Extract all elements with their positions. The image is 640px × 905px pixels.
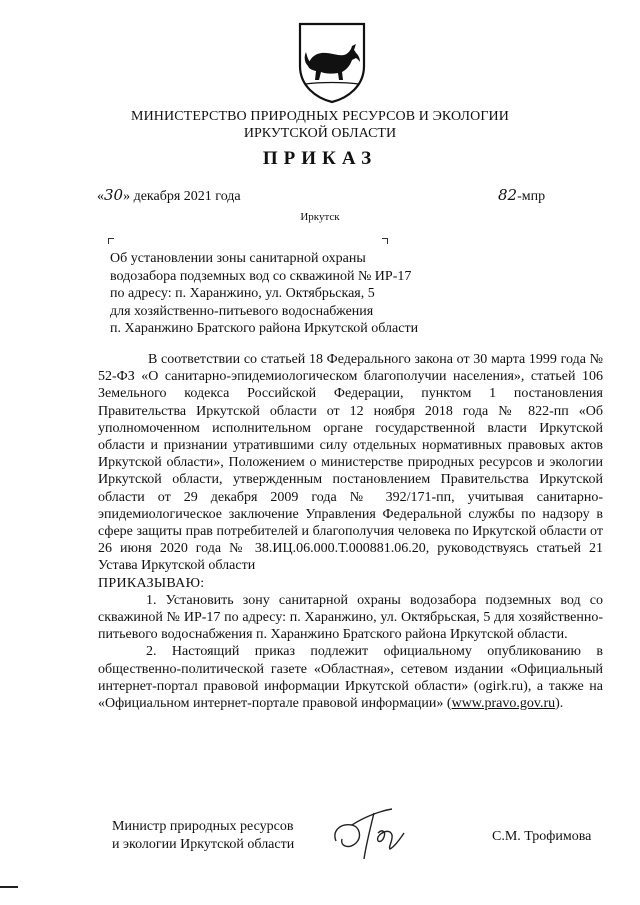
ministry-name-line1: МИНИСТЕРСТВО ПРИРОДНЫХ РЕСУРСОВ И ЭКОЛОГИИ — [131, 109, 509, 124]
title-line: водозабора подземных вод со скважиной № ИР-17 — [110, 268, 412, 284]
ministry-name-line2: ИРКУТСКОЙ ОБЛАСТИ — [243, 126, 397, 141]
title-bracket-left — [108, 238, 114, 244]
handwritten-signature-icon — [330, 803, 414, 863]
order-number — [498, 186, 545, 205]
signer-position — [112, 818, 294, 854]
scan-edge-mark — [0, 886, 18, 888]
order-item-2-end: ). — [555, 696, 564, 712]
signer-position-line1: Министр природных ресурсов — [112, 819, 294, 834]
order-body — [98, 351, 603, 712]
pravo-gov-link[interactable]: www.pravo.gov.ru — [451, 696, 556, 712]
irkutsk-coat-of-arms-icon — [296, 22, 368, 104]
order-number-suffix: -мпр — [517, 189, 546, 204]
date-month-year: » декабря 2021 года — [123, 189, 241, 204]
order-date — [97, 186, 241, 205]
title-bracket-right — [382, 238, 388, 244]
order-item-1: 1. Установить зону санитарной охраны водозабора подземных вод со скважиной № ИР-17 по адресу: п. Харанжино, ул. Октябрьская, 5 для хозяйственно-питьевого водоснабжения п. Харанжино Братского района Иркутской области. — [98, 592, 603, 643]
title-line: для хозяйственно-питьевого водоснабжения — [110, 303, 374, 319]
signer-name: С.М. Трофимова — [492, 829, 592, 844]
date-day-handwritten: 30 — [104, 186, 124, 204]
order-directive: ПРИКАЗЫВАЮ: — [98, 575, 205, 591]
order-item-2 — [98, 643, 603, 712]
title-line: по адресу: п. Харанжино, ул. Октябрьская, 5 — [110, 286, 375, 301]
title-line: п. Харанжино Братского района Иркутской области — [110, 321, 419, 336]
title-line: Об установлении зоны санитарной охраны — [110, 251, 366, 266]
signer-position-line2: и экологии Иркутской области — [112, 837, 295, 852]
date-open-quote: « — [97, 189, 104, 204]
preamble-paragraph: В соответствии со статьей 18 Федерального закона от 30 марта 1999 года № 52-ФЗ «О санитарно-эпидемиологическом благополучии населения», статьей 106 Земельного кодекса Российской Федерации, пунктом 1 постановления Правительства Иркутской области от 12 ноября 2018 года № 822-пп «Об уполномоченном исполнительном органе государственной власти Иркутской области и признании утратившими силу отдельных нормативных правовых актов Иркутской области», Положением о министерстве природных ресурсов и экологии Иркутской области, утвержденным постановлением Правительства Иркутской области от 29 декабря 2009 года № 392/171-пп, учитывая санитарно-эпидемиологическое заключение Управления Федеральной службы по надзору в сфере защиты прав потребителей и благополучия человека по Иркутской области от 26 июня 2020 года № 38.ИЦ.06.000.Т.000881.06.20, руководствуясь статьей 21 Устава Иркутской области — [98, 352, 603, 574]
document-type-heading: ПРИКАЗ — [262, 148, 378, 169]
place-of-issue: Иркутск — [300, 211, 340, 223]
order-item-2-text: 2. Настоящий приказ подлежит официальному опубликованию в общественно-политической газете «Областная», сетевом издании «Официальный интернет-портал правовой информации Иркутской области» (ogirk.ru), а также на «Официальном интернет-портале правовой информации» ( — [98, 644, 603, 712]
order-number-handwritten: 82 — [498, 186, 518, 204]
order-title — [110, 250, 418, 338]
